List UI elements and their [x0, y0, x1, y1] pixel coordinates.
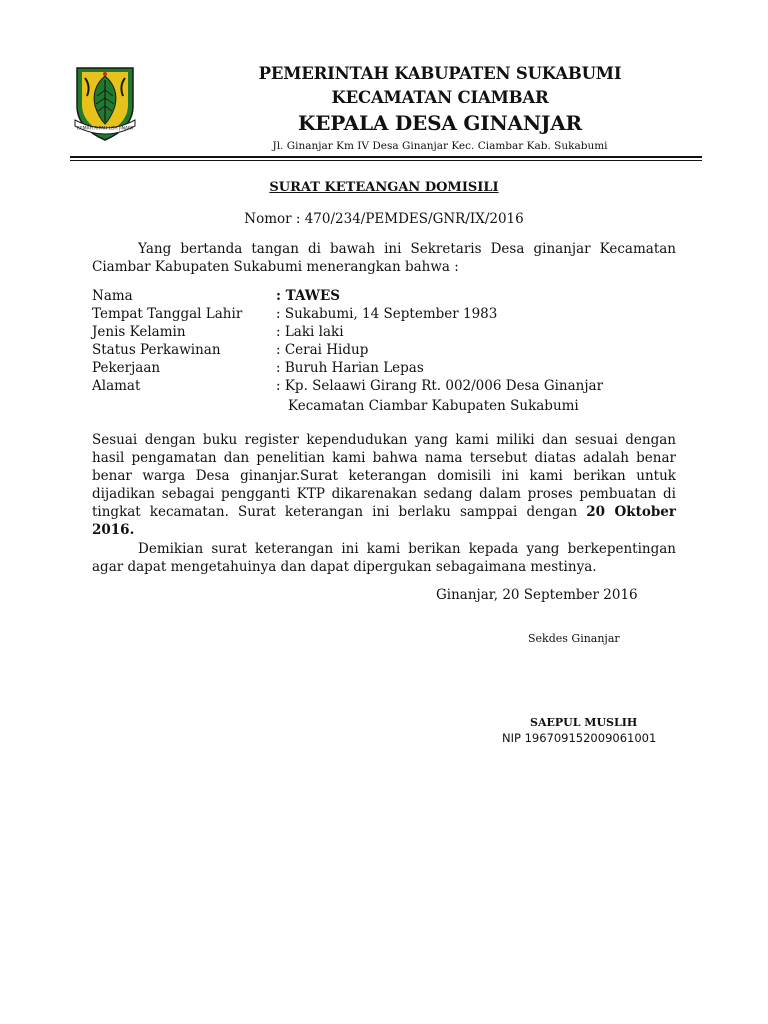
field-label: Jenis Kelamin — [92, 324, 186, 340]
letterhead-divider-thick — [70, 156, 702, 158]
intro-paragraph: Yang bertanda tangan di bawah ini Sekretaris Desa ginanjar Kecamatan Ciambar Kabupaten Sukabumi menerangkan bahwa : — [92, 241, 676, 275]
place-date: Ginanjar, 20 September 2016 — [436, 587, 638, 603]
letterhead-village-head: KEPALA DESA GINANJAR — [298, 111, 582, 135]
field-label: Status Perkawinan — [92, 342, 221, 358]
validity-date: 20 Oktober 2016. — [92, 504, 676, 538]
svg-text:GEMAH RIPAH LOH JINAWI: GEMAH RIPAH LOH JINAWI — [76, 126, 134, 132]
signatory-name: SAEPUL MUSLIH — [530, 716, 638, 729]
signatory-position: Sekdes Ginanjar — [528, 632, 620, 645]
regency-emblem-logo — [73, 66, 137, 142]
field-label: Nama — [92, 288, 133, 304]
body-paragraph — [92, 431, 676, 539]
field-value: : Cerai Hidup — [276, 342, 369, 358]
field-value: : Kp. Selaawi Girang Rt. 002/006 Desa Ginanjar — [276, 378, 604, 394]
signatory-nip: NIP 196709152009061001 — [502, 731, 657, 745]
field-value: : Buruh Harian Lepas — [276, 360, 424, 376]
letterhead-government: PEMERINTAH KABUPATEN SUKABUMI — [258, 64, 622, 83]
field-value: : Laki laki — [276, 324, 344, 340]
field-address-continuation: Kecamatan Ciambar Kabupaten Sukabumi — [288, 398, 579, 414]
field-value: : Sukabumi, 14 September 1983 — [276, 306, 498, 322]
letterhead-divider-thin — [70, 160, 702, 161]
letterhead-address: Jl. Ginanjar Km IV Desa Ginanjar Kec. Ciambar Kab. Sukabumi — [272, 140, 608, 152]
letterhead-subdistrict: KECAMATAN CIAMBAR — [331, 88, 549, 107]
field-label: Pekerjaan — [92, 360, 161, 376]
closing-paragraph: Demikian surat keterangan ini kami berikan kepada yang berkepentingan agar dapat mengetahuinya dan dapat dipergukan sebagaimana mestinya. — [92, 541, 676, 575]
letter-title-text: SURAT KETEANGAN DOMISILI — [269, 180, 499, 195]
letter-number: Nomor : 470/234/PEMDES/GNR/IX/2016 — [244, 211, 524, 227]
body-text: Sesuai dengan buku register kependudukan yang kami miliki dan sesuai dengan hasil pengamatan dan penelitian kami bahwa nama tersebut diatas adalah benar benar warga Desa ginanjar.Surat keterangan domisili ini kami berikan untuk dijadikan sebagai pengganti KTP dikarenakan sedang dalam proses pembuatan di tingkat kecamatan. Surat keterangan ini berlaku samppai dengan — [92, 432, 676, 520]
field-value: : TAWES — [276, 288, 340, 304]
letter-title — [0, 180, 768, 195]
field-label: Alamat — [92, 378, 141, 394]
field-label: Tempat Tanggal Lahir — [92, 306, 243, 322]
